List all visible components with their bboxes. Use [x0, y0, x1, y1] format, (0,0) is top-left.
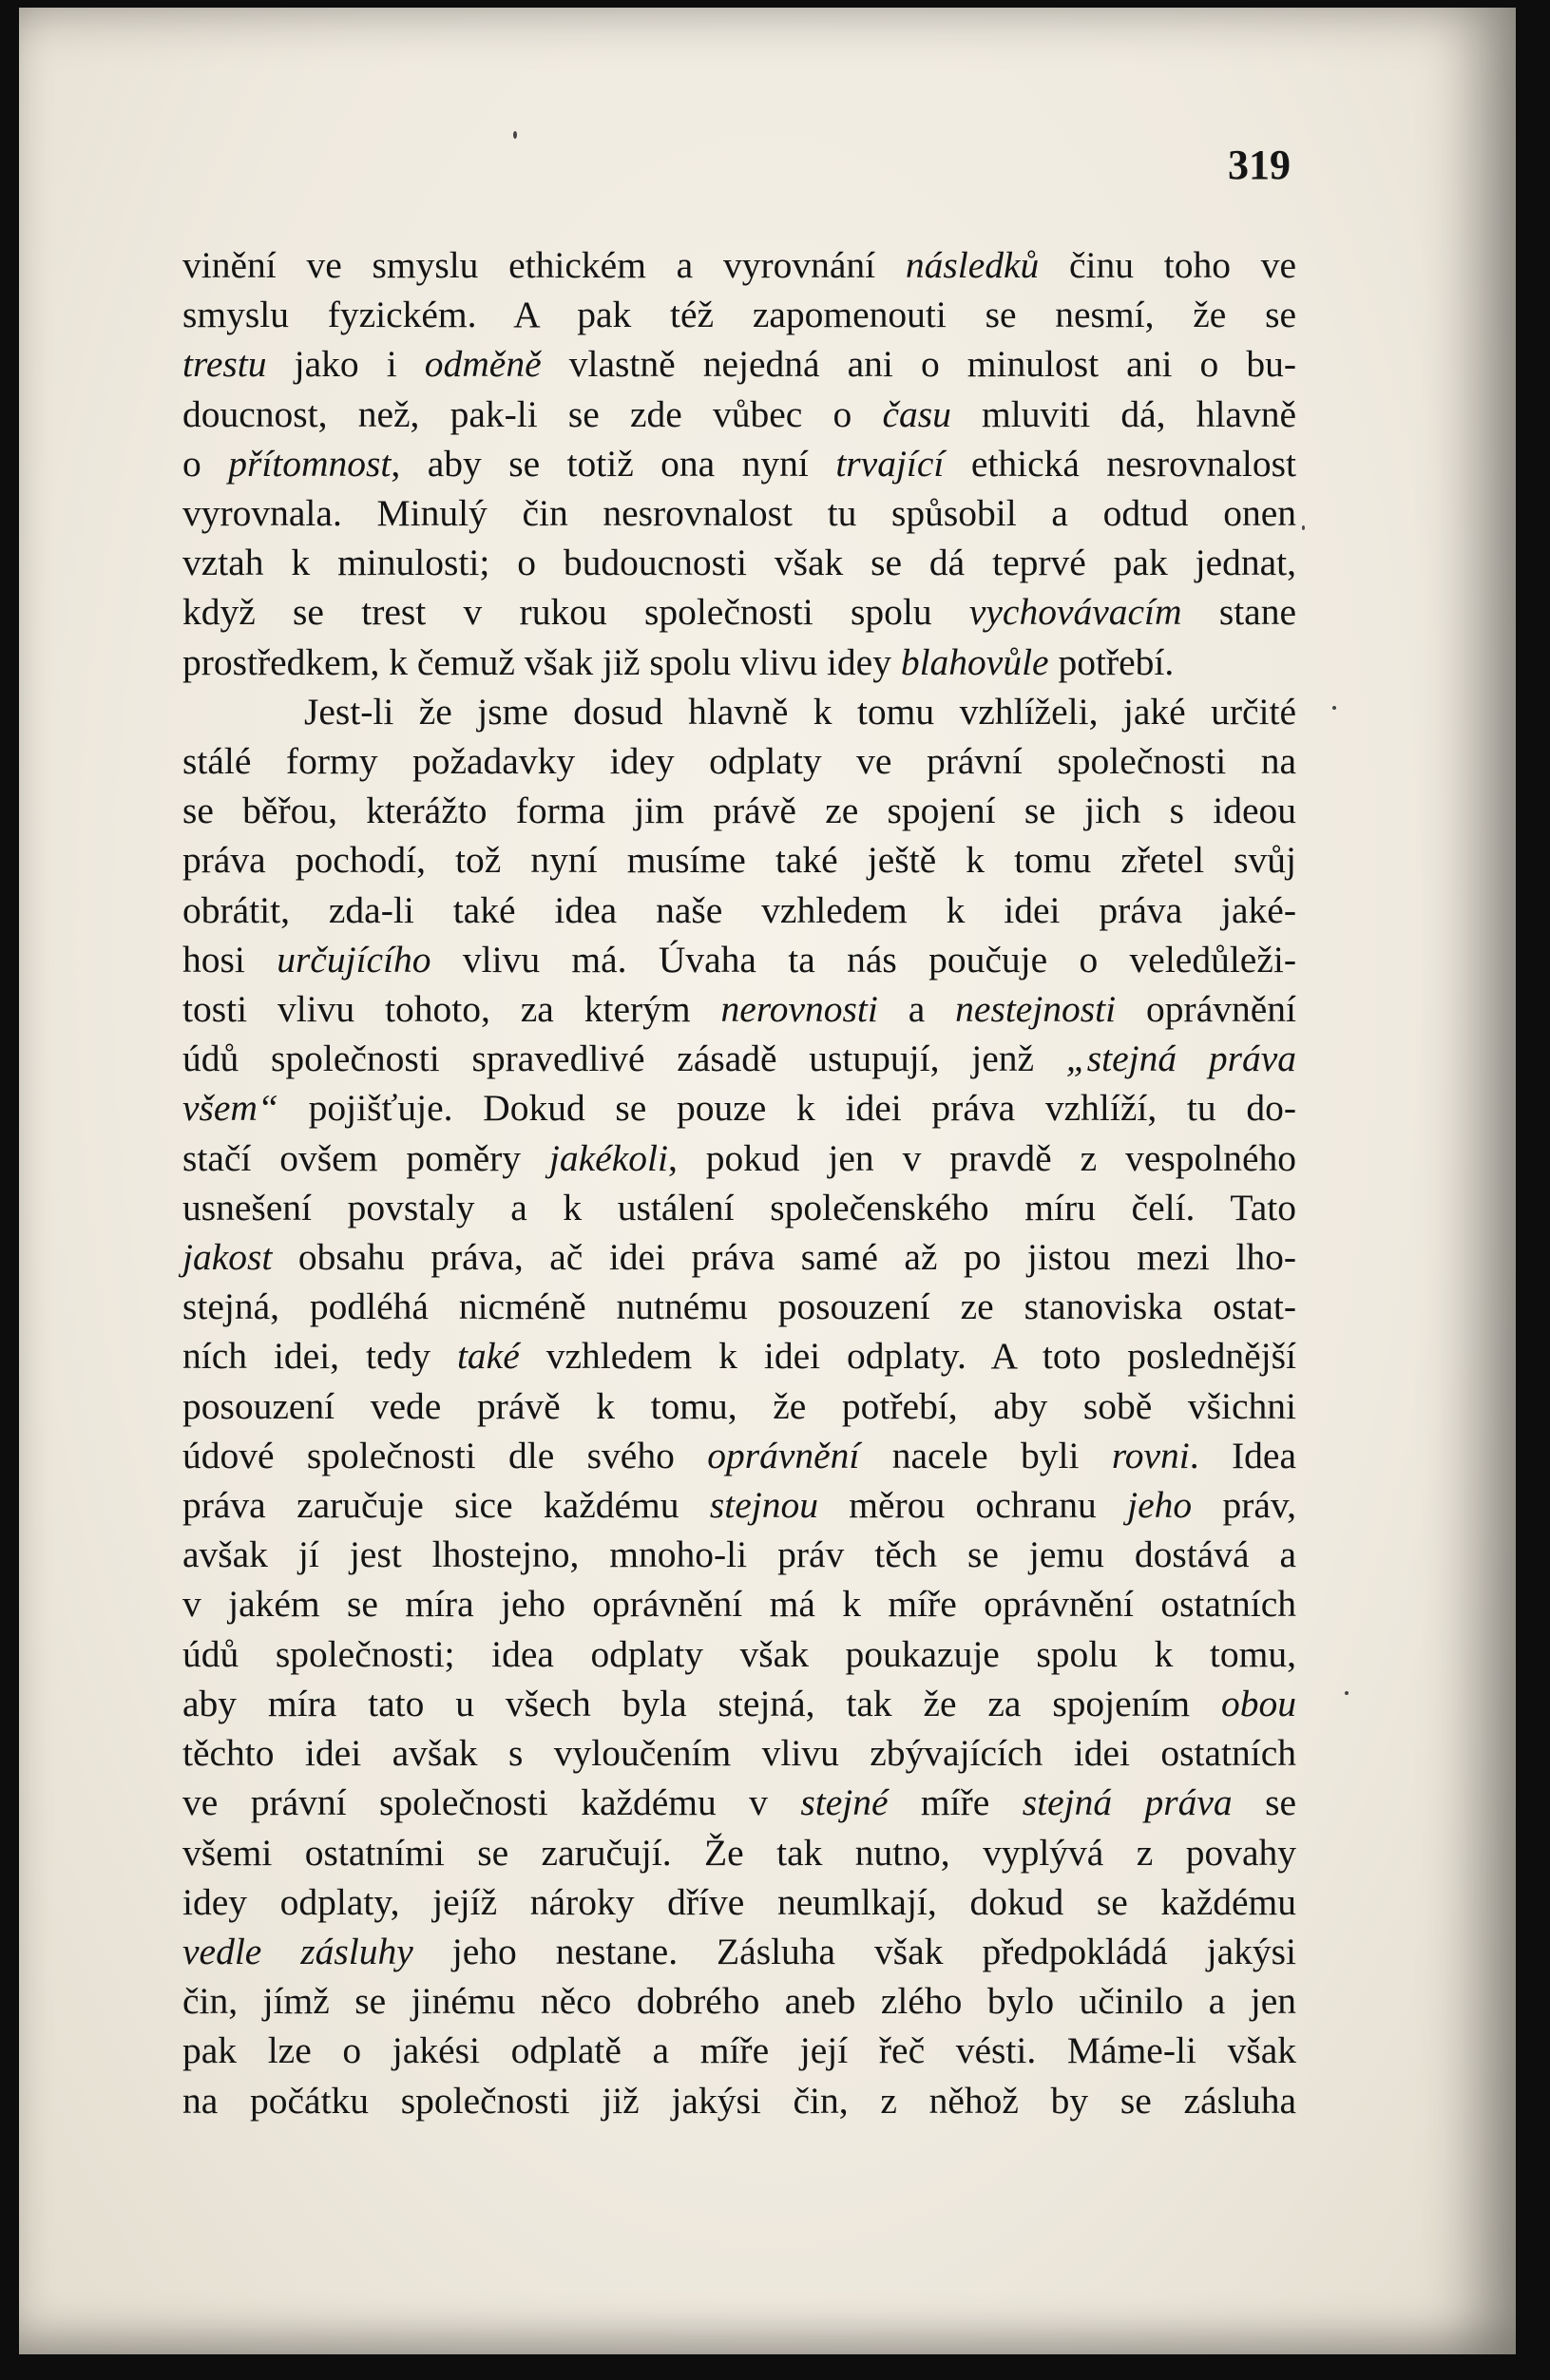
text-line: na počátku společnosti již jakýsi čin, z něhož by se zásluha [182, 2079, 1296, 2122]
text-line: smyslu fyzickém. A pak též zapomenouti se nesmí, že se [182, 294, 1296, 336]
text-line: prostředkem, k čemuž však již spolu vlivu idey blahovůle potřebí. [182, 640, 1175, 683]
text-line: stálé formy požadavky idey odplaty ve právní společnosti na [182, 740, 1296, 783]
text-line: všem“ pojišťuje. Dokud se pouze k idei práva vzhlíží, tu do- [182, 1087, 1296, 1130]
text-line: těchto idei avšak s vyloučením vlivu zbývajících idei ostatních [182, 1732, 1296, 1775]
book-page [19, 8, 1516, 2354]
text-line: v jakém se míra jeho oprávnění má k míře oprávnění ostatních [182, 1583, 1296, 1626]
text-line: čin, jímž se jinému něco dobrého aneb zlého bylo učinilo a jen [182, 1980, 1296, 2023]
text-line: údů společnosti spravedlivé zásadě ustupují, jenž „stejná práva [182, 1038, 1296, 1080]
text-line: vedle zásluhy jeho nestane. Zásluha však předpokládá jakýsi [182, 1930, 1296, 1972]
text-line: ních idei, tedy také vzhledem k idei odplaty. A toto poslednější [182, 1335, 1296, 1378]
text-line: stejná, podléhá nicméně nutnému posouzení ze stanoviska ostat- [182, 1285, 1296, 1328]
text-line: aby míra tato u všech byla stejná, tak že za spojením obou [182, 1682, 1296, 1724]
page-number: 319 [1228, 142, 1291, 188]
text-line: posouzení vede právě k tomu, že potřebí, aby sobě všichni [182, 1384, 1296, 1427]
text-line: avšak jí jest lhostejno, mnoho-li práv těch se jemu dostává a [182, 1533, 1296, 1576]
text-line: práva pochodí, tož nyní musíme také ještě k tomu zřetel svůj [182, 839, 1296, 882]
text-line: idey odplaty, jejíž nároky dříve neumlkají, dokud se každému [182, 1880, 1296, 1923]
text-line: obrátit, zda-li také idea naše vzhledem k idei práva jaké- [182, 888, 1296, 931]
text-line: usnešení povstaly a k ustálení společenského míru čelí. Tato [182, 1186, 1296, 1228]
text-line: vinění ve smyslu ethickém a vyrovnání následků činu toho ve [182, 244, 1296, 286]
text-line: vztah k minulosti; o budoucnosti však se dá teprvé pak jednat, [182, 542, 1296, 584]
text-line: o přítomnost, aby se totiž ona nyní trvající ethická nesrovnalost [182, 442, 1297, 485]
text-line: tosti vlivu tohoto, za kterým nerovnosti a nestejnosti oprávnění [182, 988, 1296, 1031]
body-text [182, 240, 1296, 2125]
text-line: pak lze o jakési odplatě a míře její řeč vésti. Máme-li však [182, 2029, 1296, 2072]
text-line: údové společnosti dle svého oprávnění nacele byli rovni. Idea [182, 1434, 1296, 1476]
text-line: jakost obsahu práva, ač idei práva samé až po jistou mezi lho- [182, 1236, 1296, 1279]
paper-speck [1302, 525, 1305, 530]
text-line: doucnost, než, pak-li se zde vůbec o času mluviti dá, hlavně [182, 392, 1296, 435]
text-line: když se trest v rukou společnosti spolu vychovávacím stane [182, 591, 1296, 634]
paper-speck [513, 131, 517, 139]
paper-speck [1345, 1691, 1349, 1695]
text-line: všemi ostatními se zaručují. Že tak nutno, vyplývá z povahy [182, 1831, 1296, 1874]
text-line: ve právní společnosti každému v stejné míře stejná práva se [182, 1781, 1296, 1824]
text-line: se běřou, kterážto forma jim právě ze spojení se jich s ideou [182, 790, 1296, 832]
text-line: hosi určujícího vlivu má. Úvaha ta nás poučuje o veledůleži- [182, 938, 1296, 981]
paper-speck [1332, 706, 1336, 710]
text-line: Jest-li že jsme dosud hlavně k tomu vzhlíželi, jaké určité [304, 690, 1296, 733]
text-line: stačí ovšem poměry jakékoli, pokud jen v pravdě z vespolného [182, 1136, 1296, 1179]
text-line: údů společnosti; idea odplaty však poukazuje spolu k tomu, [182, 1632, 1296, 1675]
text-line: trestu jako i odměně vlastně nejedná ani o minulost ani o bu- [182, 343, 1297, 386]
text-line: vyrovnala. Minulý čin nesrovnalost tu spůsobil a odtud onen [182, 492, 1296, 535]
text-line: práva zaručuje sice každému stejnou měrou ochranu jeho práv, [182, 1484, 1296, 1527]
